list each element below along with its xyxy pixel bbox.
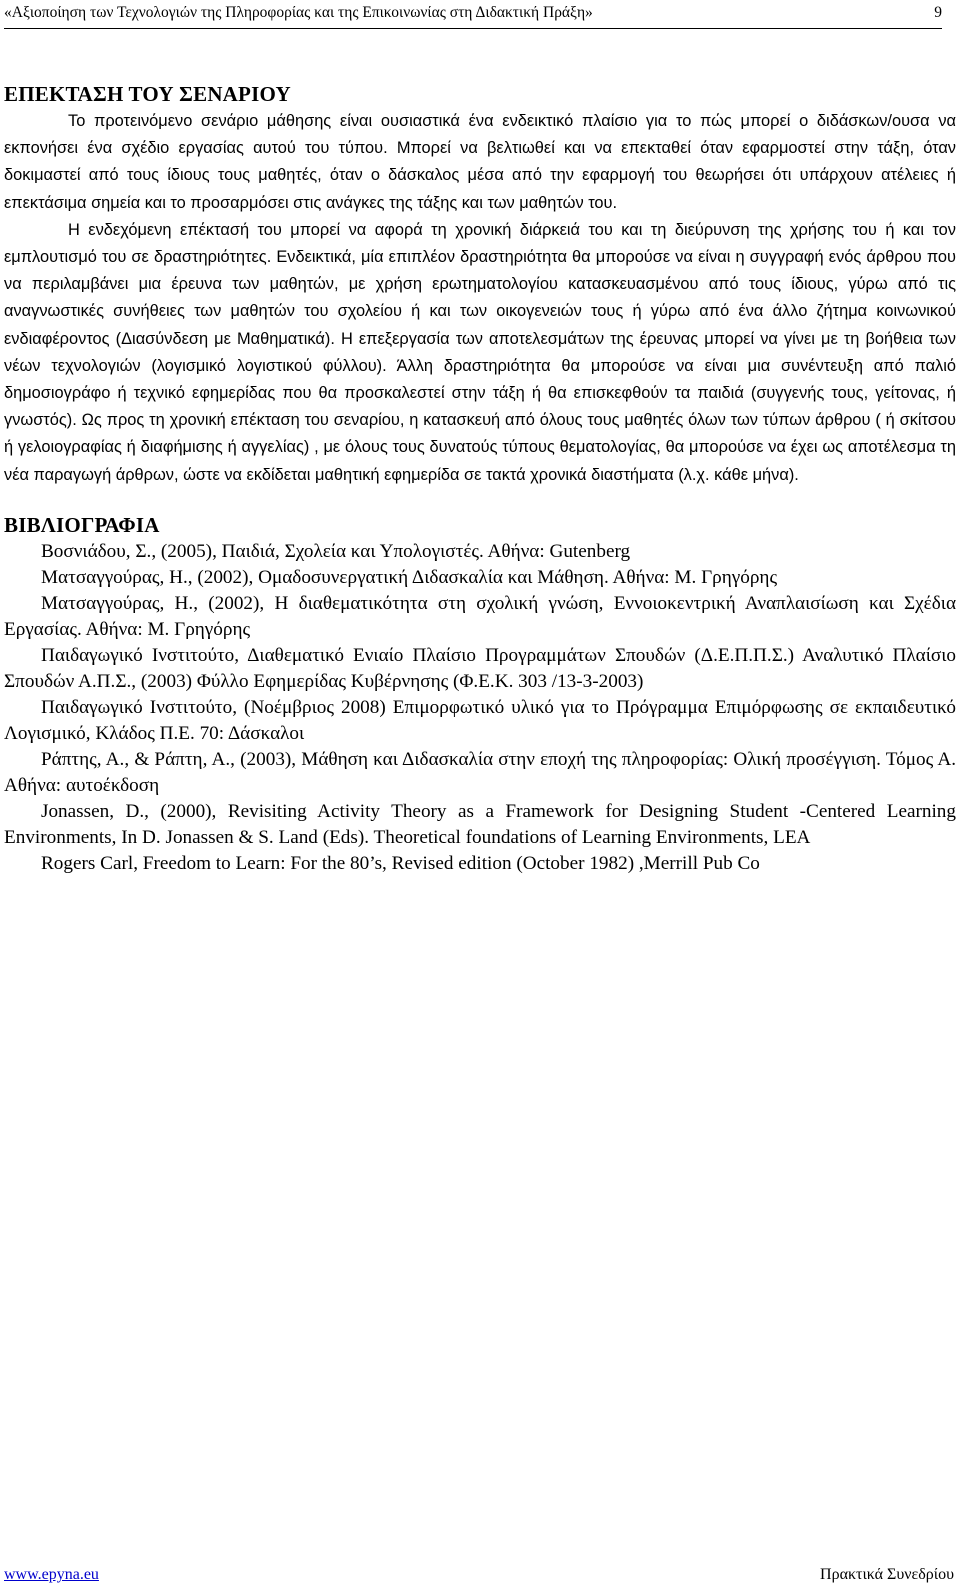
- reference: Rogers Carl, Freedom to Learn: For the 80’s, Revised edition (October 1982) ,Merrill Pub Co: [41, 852, 760, 874]
- reference: Παιδαγωγικό Ινστιτούτο, Διαθεματικό Ενιαίο Πλαίσιο Προγραμμάτων Σπουδών (Δ.Ε.Π.Π.Σ.) Αναλυτικό Πλαίσιο Σπουδών Α.Π.Σ., (2003) Φύλλο Εφημερίδας Κυβέρνησης (Φ.Ε.Κ. 303 /13-3-2003): [4, 644, 956, 692]
- section-heading: ΕΠΕΚΤΑΣΗ ΤΟΥ ΣΕΝΑΡΙΟΥ: [4, 82, 291, 106]
- reference: Ράπτης, Α., & Ράπτη, Α., (2003), Μάθηση και Διδασκαλία στην εποχή της πληροφορίας: Ολική προσέγγιση. Τόμος Α. Αθήνα: αυτοέκδοση: [4, 748, 956, 796]
- paragraph: Η ενδεχόμενη επέκτασή του μπορεί να αφορά τη χρονική διάρκειά του και τη διεύρυνση της χρήσης του ή και τον εμπλουτισμό του σε δραστηριότητες. Ενδεικτικά, μία επιπλέον δραστηριότητα θα μπορούσε να είναι η συγγραφή ενός άρθρου που να περιλαμβάνει μια έρευνα των μαθητών, με χρήση ερωτηματολογίου κατασκευασμένου από τους ίδιους, γύρω από τις αναγνωστικές συνήθειες των μαθητών του σχολείου ή και των οικογενειών τους ή γύρω από ένα άλλο ζήτημα κοινωνικού ενδιαφέροντος (Διασύνδεση με Μαθηματικά). Η επεξεργασία των αποτελεσμάτων της έρευνας μπορεί να γίνει με τη βοήθεια των νέων τεχνολογιών (λογισμικό λογιστικού φύλλου). Άλλη δραστηριότητα θα μπορούσε να είναι μια συνέντευξη από παλιό δημοσιογράφο ή τεχνικό εφημερίδας που θα προσκαλεστεί στην τάξη ή θα επισκεφθούν τα παιδιά (συγγενής τους, γείτονας, ή γνωστός). Ως προς τη χρονική επέκταση του σεναρίου, η κατασκευή από όλους τους μαθητές όλων των τύπων άρθρου ( ή σκίτσου ή γελοιογραφίας ή διαφήμισης ή αγγελίας) , με όλους τους δυνατούς τύπους θεματολογίας, θα μπορούσε να έχει ως αποτέλεσμα τη νέα παραγωγή άρθρων, ώστε να εκδίδεται μαθητική εφημερίδα σε τακτά χρονικά διαστήματα (λ.χ. κάθε μήνα).: [4, 220, 956, 484]
- reference: Ματσαγγούρας, Η., (2002), Ομαδοσυνεργατική Διδασκαλία και Μάθηση. Αθήνα: Μ. Γρηγόρης: [41, 566, 778, 588]
- page-footer: [4, 1566, 954, 1584]
- reference: Jonassen, D., (2000), Revisiting Activity Theory as a Framework for Designing Student -Centered Learning Environments, In D. Jonassen & S. Land (Eds). Theoretical foundations of Learning Environments, LEA: [4, 800, 956, 848]
- header-title: «Αξιοποίηση των Τεχνολογιών της Πληροφορίας και της Επικοινωνίας στη Διδακτική Πράξη»: [4, 4, 593, 21]
- footer-link[interactable]: www.epyna.eu: [4, 1566, 99, 1583]
- page-header: [4, 4, 942, 28]
- reference: Παιδαγωγικό Ινστιτούτο, (Νοέμβριος 2008) Επιμορφωτικό υλικό για το Πρόγραμμα Επιμόρφωσης σε εκπαιδευτικό Λογισμικό, Κλάδος Π.Ε. 70: Δάσκαλοι: [4, 696, 956, 744]
- reference: Βοσνιάδου, Σ., (2005), Παιδιά, Σχολεία και Υπολογιστές. Αθήνα: Gutenberg: [41, 540, 631, 562]
- header-rule: [4, 28, 942, 29]
- reference: Ματσαγγούρας, Η., (2002), Η διαθεματικότητα στη σχολική γνώση, Εννοιοκεντρική Αναπλαισίωση και Σχέδια Εργασίας. Αθήνα: Μ. Γρηγόρης: [4, 592, 956, 640]
- footer-label: Πρακτικά Συνεδρίου: [820, 1566, 954, 1583]
- bibliography-heading: ΒΙΒΛΙΟΓΡΑΦΙΑ: [4, 512, 160, 537]
- page-number: 9: [934, 4, 942, 21]
- page-content: [4, 80, 956, 877]
- paragraph: Το προτεινόμενο σενάριο μάθησης είναι ουσιαστικά ένα ενδεικτικό πλαίσιο για το πώς μπορεί ο διδάσκων/ουσα να εκπονήσει ένα σχέδιο εργασίας αυτού του τύπου. Μπορεί να βελτιωθεί και να επεκταθεί όταν εφαρμοστεί στην τάξη, όταν δοκιμαστεί από τους ίδιους τους μαθητές, όταν ο δάσκαλος μέσα από την εφαρμογή του θεωρήσει ότι υπάρχουν ατέλειες ή επεκτάσιμα σημεία και το προσαρμόσει στις ανάγκες της τάξης και των μαθητών του.: [4, 112, 956, 212]
